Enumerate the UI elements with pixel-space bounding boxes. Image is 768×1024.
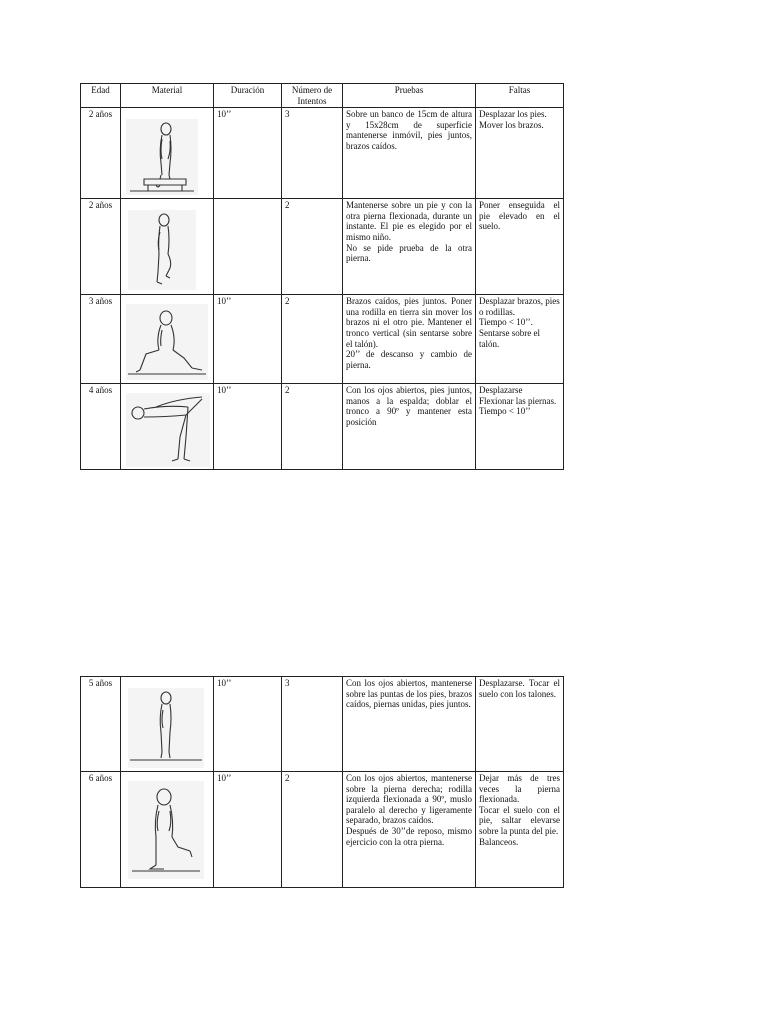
tests-cell bbox=[343, 772, 476, 888]
age-cell: 2 años bbox=[81, 108, 121, 199]
figure-bent-trunk bbox=[126, 393, 210, 467]
tests-cell bbox=[343, 199, 476, 295]
test-text: 20’’ de descanso y cambio de pierna. bbox=[346, 349, 472, 370]
test-text: Con los ojos abiertos, mantenerse sobre las puntas de los pies, brazos caídos, piernas unidas, pies juntos. bbox=[346, 678, 472, 710]
figure-knee-raised bbox=[128, 781, 204, 879]
fault-text: Balanceos. bbox=[479, 836, 519, 847]
attempts-cell: 2 bbox=[282, 384, 343, 470]
age-cell: 5 años bbox=[81, 677, 121, 772]
table-row bbox=[81, 772, 564, 888]
tests-cell bbox=[343, 108, 476, 199]
balance-tests-table-2 bbox=[80, 676, 564, 888]
tests-cell bbox=[343, 295, 476, 384]
material-cell bbox=[121, 677, 214, 772]
faults-cell bbox=[476, 677, 564, 772]
test-text: No se pide prueba de la otra pierna. bbox=[346, 242, 472, 264]
test-text: Después de 30’’de reposo, mismo ejercicio con la otra pierna. bbox=[346, 825, 472, 847]
duration-cell: 10’’ bbox=[214, 772, 282, 888]
header-duration: Duración bbox=[214, 84, 282, 108]
fault-text: Desplazarse. Tocar el suelo con los talones. bbox=[479, 678, 560, 699]
fault-text: Desplazarse bbox=[479, 385, 523, 396]
faults-cell bbox=[476, 199, 564, 295]
header-age: Edad bbox=[81, 84, 121, 108]
material-cell bbox=[121, 108, 214, 199]
balance-tests-table-1 bbox=[80, 83, 564, 470]
attempts-cell: 2 bbox=[282, 199, 343, 295]
fault-text: Poner enseguida el pie elevado en el suelo. bbox=[479, 200, 560, 232]
fault-text: Tocar el suelo con el pie, saltar elevarse sobre la punta del pie. bbox=[479, 804, 560, 836]
duration-cell: 10’’ bbox=[214, 295, 282, 384]
table-row bbox=[81, 384, 564, 470]
age-cell: 6 años bbox=[81, 772, 121, 888]
fault-text: Mover los brazos. bbox=[479, 119, 544, 130]
fault-text: Desplazar brazos, pies o rodillas. bbox=[479, 296, 560, 317]
fault-text: Tiempo < 10’’. bbox=[479, 317, 533, 328]
attempts-cell: 3 bbox=[282, 677, 343, 772]
material-cell bbox=[121, 384, 214, 470]
attempts-cell: 3 bbox=[282, 108, 343, 199]
fault-text: Tiempo < 10’’ bbox=[479, 406, 531, 417]
age-cell: 3 años bbox=[81, 295, 121, 384]
test-text: Con los ojos abiertos, mantenerse sobre la pierna derecha; rodilla izquierda flexionada a 90º, muslo paralelo al derecho y ligeramente separado, brazos caídos. bbox=[346, 773, 472, 826]
figure-kneeling bbox=[126, 304, 208, 380]
material-cell bbox=[121, 295, 214, 384]
fault-text: Desplazar los pies. bbox=[479, 109, 547, 120]
duration-cell: 10’’ bbox=[214, 384, 282, 470]
test-text: Con los ojos abiertos, pies juntos, manos a la espalda; doblar el tronco a 90º y mantener esta posición bbox=[346, 385, 472, 427]
faults-cell bbox=[476, 772, 564, 888]
header-tests: Pruebas bbox=[343, 84, 476, 108]
material-cell bbox=[121, 199, 214, 295]
faults-cell bbox=[476, 384, 564, 470]
test-text: Mantenerse sobre un pie y con la otra pierna flexionada, durante un instante. El pie es elegido por el mismo niño. bbox=[346, 200, 472, 242]
material-cell bbox=[121, 772, 214, 888]
tests-cell bbox=[343, 384, 476, 470]
table-row bbox=[81, 199, 564, 295]
figure-tiptoe bbox=[128, 688, 204, 768]
header-attempts: Número de Intentos bbox=[282, 84, 343, 108]
fault-text: Sentarse sobre el talón. bbox=[479, 327, 540, 349]
duration-cell: 10’’ bbox=[214, 677, 282, 772]
table-row bbox=[81, 295, 564, 384]
header-row bbox=[81, 84, 564, 108]
attempts-cell: 2 bbox=[282, 772, 343, 888]
age-cell: 2 años bbox=[81, 199, 121, 295]
fault-text: Dejar más de tres veces la pierna flexionada. bbox=[479, 773, 560, 805]
header-material: Material bbox=[121, 84, 214, 108]
faults-cell bbox=[476, 108, 564, 199]
duration-cell: 10’’ bbox=[214, 108, 282, 199]
tests-cell bbox=[343, 677, 476, 772]
attempts-cell: 2 bbox=[282, 295, 343, 384]
fault-text: Flexionar las piernas. bbox=[479, 395, 557, 406]
header-faults: Faltas bbox=[476, 84, 564, 108]
test-text: Sobre un banco de 15cm de altura y 15x28cm de superficie mantenerse inmóvil, pies juntos, brazos caídos. bbox=[346, 109, 472, 151]
faults-cell bbox=[476, 295, 564, 384]
duration-cell bbox=[214, 199, 282, 295]
figure-one-leg bbox=[128, 210, 196, 290]
table-row bbox=[81, 677, 564, 772]
figure-standing-on-bench bbox=[126, 119, 198, 195]
age-cell: 4 años bbox=[81, 384, 121, 470]
test-text: Brazos caídos, pies juntos. Poner una rodilla en tierra sin mover los brazos ni el otro pie. Mantener el tronco vertical (sin sentarse sobre el talón). bbox=[346, 296, 472, 349]
table-row bbox=[81, 108, 564, 199]
